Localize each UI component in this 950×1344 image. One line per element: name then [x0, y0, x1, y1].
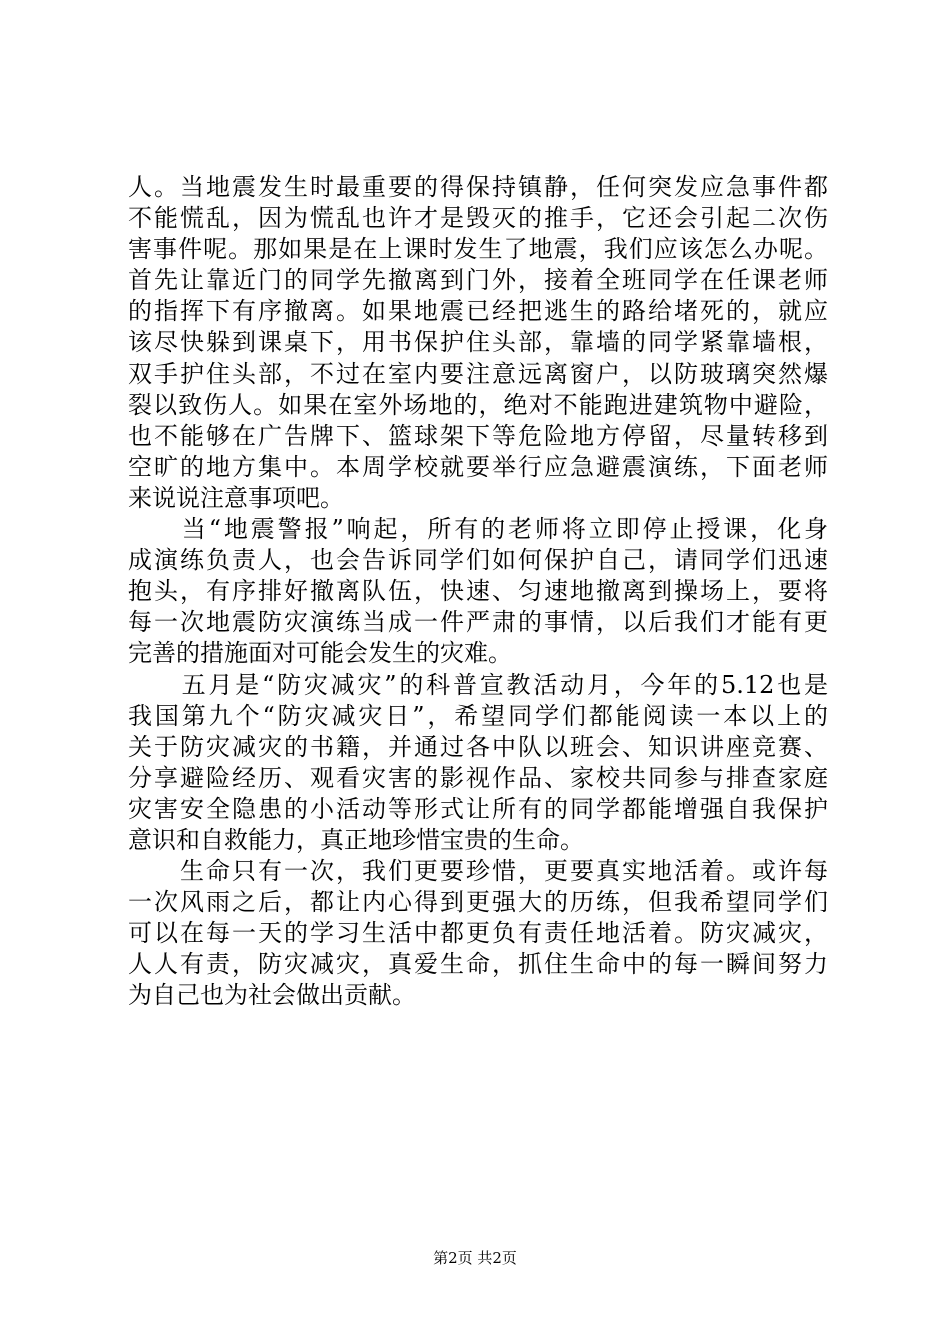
- text-line: 的指挥下有序撤离。如果地震已经把逃生的路给堵死的，就应: [128, 297, 828, 326]
- text-line: 可以在每一天的学习生活中都更负有责任地活着。防灾减灾，: [128, 919, 828, 948]
- text-line: 意识和自救能力，真正地珍惜宝贵的生命。: [128, 825, 584, 854]
- text-line: 人人有责，防灾减灾，真爱生命，抓住生命中的每一瞬间努力: [128, 950, 828, 979]
- text-line: 裂以致伤人。如果在室外场地的，绝对不能跑进建筑物中避险，: [128, 390, 828, 419]
- text-line: 灾害安全隐患的小活动等形式让所有的同学都能增强自我保护: [128, 794, 828, 823]
- text-line: 分享避险经历、观看灾害的影视作品、家校共同参与排查家庭: [128, 763, 828, 792]
- text-line: 当“地震警报”响起，所有的老师将立即停止授课，化身: [128, 515, 828, 544]
- text-line: 我国第九个“防灾减灾日”，希望同学们都能阅读一本以上的: [128, 701, 828, 730]
- text-line: 来说说注意事项吧。: [128, 483, 344, 512]
- text-line: 五月是“防灾减灾”的科普宣教活动月，今年的5.12也是: [128, 670, 828, 699]
- text-line: 抱头，有序排好撤离队伍，快速、匀速地撤离到操场上，要将: [128, 577, 828, 606]
- page-number-footer: 第2页 共2页: [433, 1249, 517, 1267]
- text-line: 也不能够在广告牌下、篮球架下等危险地方停留，尽量转移到: [128, 421, 828, 450]
- text-line: 首先让靠近门的同学先撤离到门外，接着全班同学在任课老师: [128, 266, 828, 295]
- text-line: 成演练负责人，也会告诉同学们如何保护自己，请同学们迅速: [128, 546, 828, 575]
- text-line: 生命只有一次，我们更要珍惜，更要真实地活着。或许每: [128, 857, 828, 886]
- text-line: 害事件呢。那如果是在上课时发生了地震，我们应该怎么办呢。: [128, 235, 828, 264]
- text-line: 完善的措施面对可能会发生的灾难。: [128, 639, 512, 668]
- text-line: 该尽快躲到课桌下，用书保护住头部，靠墙的同学紧靠墙根，: [128, 328, 828, 357]
- text-line: 为自己也为社会做出贡献。: [128, 981, 416, 1010]
- text-line: 空旷的地方集中。本周学校就要举行应急避震演练，下面老师: [128, 452, 828, 481]
- text-line: 双手护住头部，不过在室内要注意远离窗户，以防玻璃突然爆: [128, 359, 828, 388]
- text-line: 每一次地震防灾演练当成一件严肃的事情，以后我们才能有更: [128, 608, 828, 637]
- text-line: 关于防灾减灾的书籍，并通过各中队以班会、知识讲座竞赛、: [128, 732, 828, 761]
- text-line: 一次风雨之后，都让内心得到更强大的历练，但我希望同学们: [128, 888, 828, 917]
- text-line: 人。当地震发生时最重要的得保持镇静，任何突发应急事件都: [128, 173, 828, 201]
- text-line: 不能慌乱，因为慌乱也许才是毁灭的推手，它还会引起二次伤: [128, 204, 828, 233]
- body-text: [128, 172, 828, 1012]
